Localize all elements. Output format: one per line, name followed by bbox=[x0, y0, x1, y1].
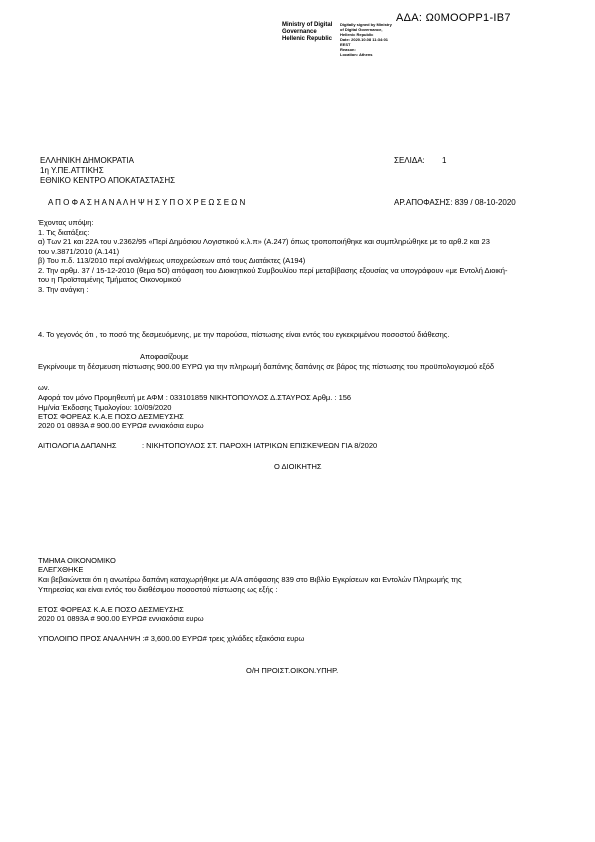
signature-line: Location: Athens bbox=[340, 52, 373, 57]
finance-text: Και βεβαιώνεται ότι η ανωτέρω δαπάνη καταχωρήθηκε με Α/Α απόφασης 839 στο Βιβλίο Εγκρίσεων και Εντολών Πληρωμής της bbox=[38, 575, 462, 584]
decision-number: ΑΡ.ΑΠΟΦΑΣΗΣ: 839 / 08-10-2020 bbox=[394, 198, 516, 207]
finance-text-cont: Υπηρεσίας και είναι εντός του διαθέσιμου ποσοστού πίστωσης ως εξής : bbox=[38, 585, 278, 594]
commitment-table-row: 2020 01 0893Α # 900.00 ΕΥΡΩ# εννιακόσια ευρω bbox=[38, 421, 204, 430]
page-number: 1 bbox=[442, 156, 447, 165]
ministry-line: Ministry of Digital bbox=[282, 22, 333, 28]
remaining-balance: ΥΠΟΛΟΙΠΟ ΠΡΟΣ ΑΝΑΛΗΨΗ :# 3,600.00 ΕΥΡΩ# τρεις χιλιάδες εξακόσια ευρω bbox=[38, 634, 305, 643]
commitment-table-header: ΕΤΟΣ ΦΟΡΕΑΣ Κ.Α.Ε ΠΟΣΟ ΔΕΣΜΕΥΣΗΣ bbox=[38, 412, 184, 421]
consideration-item: 4. Το γεγονός ότι , το ποσό της δεσμευόμενης, με την παρούσα, πίστωσης είναι εντός του εγκεκριμένου ποσοστού διάθεσης. bbox=[38, 330, 450, 339]
ministry-line: Governance bbox=[282, 29, 317, 35]
consideration-item: β) Του π.δ. 113/2010 περί αναλήψεως υποχρεώσεων από τους Διατάκτες (Α194) bbox=[38, 256, 306, 265]
ministry-line: Hellenic Republic bbox=[282, 36, 333, 42]
ada-code: ΑΔΑ: Ω0ΜΟΟΡΡ1-ΙΒ7 bbox=[396, 12, 511, 24]
decides-text-cont: ων. bbox=[38, 383, 50, 392]
considerations bbox=[38, 218, 558, 294]
issuer-line: ΕΘΝΙΚΟ ΚΕΝΤΡΟ ΑΠΟΚΑΤΑΣΤΑΣΗΣ bbox=[40, 176, 176, 185]
consideration-item: α) Των 21 και 22Α του ν.2362/95 «Περί Δημόσιου Λογιστικού κ.λ.π» (Α.247) όπως τροποποιήθηκε και συμπληρώθηκε με το αρθ.2 και 23 bbox=[38, 237, 490, 246]
decision-title: Α Π Ο Φ Α Σ Η Α Ν Α Λ Η Ψ Η Σ Υ Π Ο Χ Ρ Ε Ω Σ Ε Ω Ν bbox=[48, 198, 246, 207]
signature-line: Hellenic Republic bbox=[340, 32, 374, 37]
finance-table-row: 2020 01 0893Α # 900.00 ΕΥΡΩ# εννιακόσια ευρω bbox=[38, 614, 204, 623]
page-label: ΣΕΛΙΔΑ: bbox=[394, 156, 425, 165]
considerations-intro: Έχοντας υπόψη: bbox=[38, 218, 94, 227]
signature-line: Reason: bbox=[340, 47, 356, 52]
consideration-item: 2. Την αρθμ. 37 / 15-12-2010 (θεμα 5Ο) απόφαση του Διοικητικού Συμβουλίου περί μεταβίβασης εξουσίας να υπογράφουν «με Εντολή Διοική- bbox=[38, 265, 508, 275]
justification-label: ΑΙΤΙΟΛΟΓΙΑ ΔΑΠΑΝΗΣ bbox=[38, 441, 117, 450]
director-title: Ο ΔΙΟΙΚΗΤΗΣ bbox=[274, 462, 322, 471]
finance-signer: Ο/Η ΠΡΟΙΣΤ.ΟΙΚΟΝ.ΥΠΗΡ. bbox=[246, 666, 339, 675]
digital-signature-block bbox=[340, 22, 392, 57]
ministry-block bbox=[282, 22, 332, 43]
consideration-item: 3. Την ανάγκη : bbox=[38, 284, 89, 294]
invoice-date: Ημ/νία Έκδοσης Τιμολογίου: 10/09/2020 bbox=[38, 403, 172, 412]
signature-line: Digitally signed by Ministry bbox=[340, 22, 392, 27]
signature-line: of Digital Governance, bbox=[340, 27, 383, 32]
consideration-item: του ν.3871/2010 (Α.141) bbox=[38, 246, 120, 256]
finance-table-header: ΕΤΟΣ ΦΟΡΕΑΣ Κ.Α.Ε ΠΟΣΟ ΔΕΣΜΕΥΣΗΣ bbox=[38, 605, 184, 614]
consideration-item: του η Προϊσταμένης Τμήματος Οικονομικού bbox=[38, 275, 182, 284]
consideration-item: 1. Τις διατάξεις: bbox=[38, 227, 90, 237]
decides-text: Εγκρίνουμε τη δέσμευση πίστωσης 900.00 ΕΥΡΩ για την πληρωμή δαπάνης δαπάνης σε βάρος της πίστωσης του προϋπολογισμού εξόδ bbox=[38, 362, 495, 371]
issuer-block bbox=[40, 156, 175, 186]
finance-dept: ΤΜΗΜΑ ΟΙΚΟΝΟΜΙΚΟ bbox=[38, 556, 116, 565]
issuer-line: ΕΛΛΗΝΙΚΗ ΔΗΜΟΚΡΑΤΙΑ bbox=[40, 156, 134, 165]
finance-checked: ΕΛΕΓΧΘΗΚΕ bbox=[38, 565, 84, 574]
supplier-line: Αφορά τον μόνο Προμηθευτή με ΑΦΜ : 033101859 ΝΙΚΗΤΟΠΟΥΛΟΣ Δ.ΣΤΑΥΡΟΣ Αρθμ. : 156 bbox=[38, 393, 352, 402]
decides-heading: Αποφασίζουμε bbox=[140, 352, 189, 361]
issuer-line: 1η Υ.ΠΕ.ΑΤΤΙΚΗΣ bbox=[40, 166, 104, 175]
signature-line: EEST bbox=[340, 42, 351, 47]
signature-line: Date: 2020.10.08 11:34:01 bbox=[340, 37, 389, 42]
justification-value: : ΝΙΚΗΤΟΠΟΥΛΟΣ ΣΤ. ΠΑΡΟΧΗ ΙΑΤΡΙΚΩΝ ΕΠΙΣΚΕΨΕΩΝ ΓΙΑ 8/2020 bbox=[142, 441, 378, 450]
